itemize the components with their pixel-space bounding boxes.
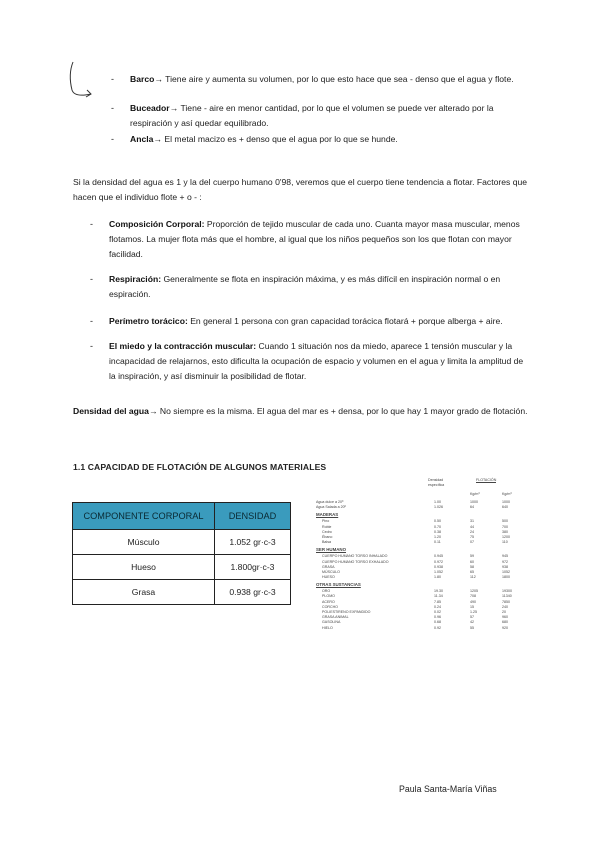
mini-table-cell: 0.11: [434, 540, 441, 545]
mini-table-cell: 0.24: [434, 604, 441, 609]
mini-table-row: [316, 505, 516, 510]
mini-table-cell: 1000: [470, 500, 478, 504]
mini-table-cell: 1000: [502, 500, 510, 504]
mini-table-cell: 500: [502, 519, 508, 524]
mini-table-cell: 490: [470, 599, 476, 604]
mini-header-sub: Kg/m³: [502, 492, 512, 496]
mini-table-cell: 938: [502, 564, 508, 569]
mini-table-cell: 0.02: [434, 610, 441, 614]
mini-header-density: Densidad específica: [428, 478, 445, 487]
mini-table-cell: CUERPO HUMANO TORSO INHALADO: [322, 554, 388, 559]
mini-table-cell: GASOLINA: [322, 620, 341, 625]
mini-table-cell: 680: [502, 620, 508, 625]
table-row: [73, 580, 291, 605]
mini-table-cell: 1200: [502, 534, 510, 539]
factor-perimetro-label: Perímetro torácico:: [109, 316, 188, 326]
mini-table-cell: 240: [502, 604, 508, 609]
factor-perimetro: [109, 314, 529, 329]
flotation-reference-table: [316, 478, 516, 631]
bullet-dash: -: [90, 274, 93, 284]
mini-table-cell: 1.20: [434, 534, 441, 539]
mini-table-cell: 0.38: [434, 529, 441, 534]
mini-table-row: [316, 626, 516, 631]
mini-table-cell: 59: [470, 554, 474, 559]
table-row: [73, 555, 291, 580]
table-cell: 0.938 gr·c-3: [215, 580, 291, 605]
mini-table-cell: 58: [470, 564, 474, 569]
bullet-ancla-label: Ancla: [130, 134, 154, 144]
table-cell: 1.800gr·c-3: [215, 555, 291, 580]
mini-table-cell: 57: [470, 615, 474, 620]
mini-table-cell: 44: [470, 524, 474, 529]
bullet-dash: -: [111, 134, 114, 144]
mini-table-cell: 0.50: [434, 519, 441, 524]
mini-table-cell: 110: [502, 540, 508, 545]
section-heading: 1.1 CAPACIDAD DE FLOTACIÓN DE ALGUNOS MATERIALES: [73, 462, 327, 472]
bullet-dash: -: [90, 341, 93, 351]
mini-table-cell: 708: [470, 594, 476, 599]
factor-perimetro-text: En general 1 persona con gran capacidad torácica flotará + porque alberga + aire.: [187, 316, 503, 326]
mini-table-cell: 0.70: [434, 524, 441, 529]
mini-table-cell: 55: [470, 625, 474, 630]
mini-table-cell: 24: [470, 529, 474, 534]
mini-table-cell: Pino: [322, 519, 330, 524]
mini-table-cell: MÚSCULO: [322, 569, 340, 574]
mini-table-cell: 7850: [502, 599, 510, 604]
mini-table-cell: 112: [470, 575, 476, 580]
mini-table-cell: Roble: [322, 524, 332, 529]
mini-table-cell: 1.026: [434, 505, 443, 510]
mini-table-cell: 640: [502, 505, 508, 510]
bullet-buceador: [130, 101, 522, 131]
mini-table-cell: 1052: [502, 569, 510, 574]
mini-table-cell: HIELO: [322, 625, 333, 630]
factor-composicion-label: Composición Corporal:: [109, 219, 205, 229]
bullet-dash: -: [111, 74, 114, 84]
mini-table-cell: 0.96: [434, 615, 441, 620]
factor-respiracion-text: Generalmente se flota en inspiración máxima, y es más difícil en inspiración normal o en espiración.: [109, 274, 501, 299]
mini-table-cell: HUESO: [322, 575, 335, 580]
mini-table-cell: 19.30: [434, 589, 443, 594]
density-table: [72, 502, 291, 605]
mini-table-cell: 1.80: [434, 575, 441, 580]
mini-table-cell: Cedro: [322, 529, 332, 534]
mini-table-cell: Ébano: [322, 534, 333, 539]
mini-table-row: [316, 575, 516, 580]
table-header-densidad: DENSIDAD: [215, 503, 291, 530]
mini-group-ser-humano: [316, 554, 516, 580]
mini-table-cell: 20: [502, 610, 506, 614]
mini-table-cell: 920: [502, 625, 508, 630]
mini-table-cell: Agua dulce a 20º: [316, 500, 344, 504]
author-footer: Paula Santa-María Viñas: [399, 784, 497, 794]
factor-miedo-text: Cuando 1 situación nos da miedo, aparece 1 tensión muscular y la incapacidad de relajarnos, esto dificulta la ocupación de espacio y volumen en el agua y limita la amplitud de la inspiración, y así disminuir la posibilidad de flotar.: [109, 341, 524, 381]
mini-table-cell: 75: [470, 534, 474, 539]
factor-miedo-label: El miedo y la contracción muscular:: [109, 341, 257, 351]
mini-table-cell: CORCHO: [322, 604, 338, 609]
mini-table-cell: 1800: [502, 575, 510, 580]
mini-table-cell: PLOMO: [322, 594, 335, 599]
bullet-barco-text: → Tiene aire y aumenta su volumen, por lo que esto hace que sea - denso que el agua y flote.: [154, 74, 514, 84]
mini-group-otras: [316, 589, 516, 631]
bullet-buceador-text: → Tiene - aire en menor cantidad, por lo que el volumen se puede ver alterado por la respiración y así quedar equilibrado.: [130, 103, 494, 128]
mini-table-cell: Agua Salada a 20º: [316, 505, 346, 510]
factor-miedo: [109, 339, 529, 384]
table-cell: Grasa: [73, 580, 215, 605]
mini-table-cell: 11.34: [434, 594, 443, 599]
table-header-componente: COMPONENTE CORPORAL: [73, 503, 215, 530]
factor-composicion: [109, 217, 529, 262]
density-paragraph: [73, 404, 535, 419]
bullet-dash: -: [90, 219, 93, 229]
table-cell: Músculo: [73, 530, 215, 555]
mini-section-ser-humano: SER HUMANO: [316, 547, 347, 553]
mini-table-cell: 960: [502, 615, 508, 620]
mini-group-maderas: [316, 519, 516, 545]
table-cell: Hueso: [73, 555, 215, 580]
mini-table-cell: ACERO: [322, 599, 335, 604]
bullet-barco-label: Barco: [130, 74, 155, 84]
mini-table-cell: 1.052: [434, 569, 443, 574]
mini-table-cell: 0.972: [434, 559, 443, 564]
mini-table-cell: 700: [502, 524, 508, 529]
mini-table-cell: 1.25: [470, 610, 477, 614]
density-text: → No siempre es la misma. El agua del mar es + densa, por lo que hay 1 mayor grado de flotación.: [148, 406, 528, 416]
curved-arrow-icon: [66, 60, 96, 104]
mini-section-otras: OTRAS SUSTANCIAS: [316, 582, 361, 588]
bullet-buceador-label: Buceador: [130, 103, 170, 113]
mini-table-row: [316, 540, 516, 545]
intro-paragraph: Si la densidad del agua es 1 y la del cuerpo humano 0'98, veremos que el cuerpo tiene tendencia a flotar. Factores que hacen que el individuo flote + o - :: [73, 177, 528, 202]
mini-table-cell: 7.85: [434, 599, 441, 604]
table-header-row: [73, 503, 291, 530]
mini-table-cell: CUERPO HUMANO TORSO EXHALADO: [322, 559, 389, 564]
bullet-dash: -: [90, 316, 93, 326]
table-row: [73, 530, 291, 555]
mini-table-cell: 1205: [470, 589, 478, 594]
mini-table-cell: GRASA ANIMAL: [322, 615, 349, 620]
mini-table-cell: 42: [470, 620, 474, 625]
mini-table-cell: Balsa: [322, 540, 331, 545]
bullet-ancla-text: → El metal macizo es + denso que el agua por lo que se hunde.: [153, 134, 398, 144]
mini-table-cell: 0.945: [434, 554, 443, 559]
mini-table-cell: 60: [470, 559, 474, 564]
mini-table-cell: GRASA: [322, 564, 335, 569]
factor-composicion-text: Proporción de tejido muscular de cada uno. Cuanta mayor masa muscular, menos flotamos. La mujer flota más que el hombre, al igual que los niños pequeños son los que flotan con mayor facilidad.: [109, 219, 520, 259]
mini-table-cell: 945: [502, 554, 508, 559]
mini-header-sub: Kg/m³: [470, 492, 480, 496]
factor-respiracion: [109, 272, 529, 302]
mini-table-cell: 0.68: [434, 620, 441, 625]
mini-table-cell: 0.92: [434, 625, 441, 630]
mini-table-cell: 31: [470, 519, 474, 524]
mini-table-cell: ORO: [322, 589, 331, 594]
mini-header-group: FLOTACIÓN: [476, 478, 497, 482]
mini-group-water: [316, 500, 516, 510]
mini-table-cell: 07: [470, 540, 474, 545]
mini-table-cell: 19300: [502, 589, 512, 594]
mini-section-maderas: MADERAS: [316, 512, 339, 518]
table-cell: 1.052 gr·c-3: [215, 530, 291, 555]
factor-respiracion-label: Respiración:: [109, 274, 162, 284]
mini-table-cell: 972: [502, 559, 508, 564]
bullet-dash: -: [111, 103, 114, 113]
mini-table-cell: 11340: [502, 594, 512, 599]
mini-table-cell: 1.00: [434, 500, 441, 504]
bullet-ancla: [130, 132, 522, 147]
mini-table-cell: 0.938: [434, 564, 443, 569]
density-label: Densidad del agua: [73, 406, 149, 416]
mini-table-cell: 65: [470, 569, 474, 574]
mini-table-cell: 15: [470, 604, 474, 609]
bullet-barco: [130, 72, 522, 87]
mini-table-cell: 380: [502, 529, 508, 534]
mini-table-cell: POLIESTIRENO EXPANDIDO: [322, 610, 371, 614]
mini-table-cell: 64: [470, 505, 474, 510]
